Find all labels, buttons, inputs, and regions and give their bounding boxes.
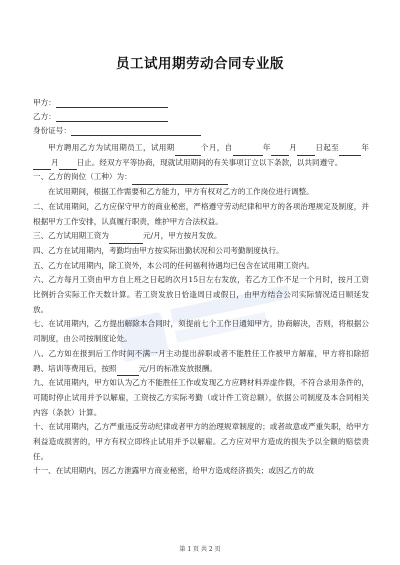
- clause-11: 十一、在试用期内，因乙方泄露甲方商业秘密，给甲方造成经济损失；或因乙方的故: [33, 466, 314, 476]
- id-number-label: 身份证号：: [33, 126, 71, 135]
- contract-body: [33, 141, 369, 479]
- clause-9: 九、在试用期内，甲方如认为乙方不能胜任工作或发现乙方应聘材料弄虚作假，不符合录用条件的，可随时停止试用并予以解雇，工资按乙方实际考勤（或计件工资总额），依据公司制度及本合同相关内容（条款）计算。: [33, 378, 369, 417]
- clause-2: 二、在试用期间，乙方应保守甲方的商业秘密，严格遵守劳动纪律和甲方的各项治理规定及制度，并根据甲方工作安排，认真履行职责，维护甲方合法权益。: [33, 201, 369, 226]
- clause-1-title: 一、乙方的岗位（工种）为：: [33, 170, 369, 185]
- clause-4: 四、乙方在试用期内，考勤均由甲方按实际出勤状况和公司考勤制度执行。: [33, 245, 284, 255]
- clause-1-body: 在试用期间，根据工作需要和乙方能力，甲方有权对乙方的工作岗位进行调整。: [48, 187, 314, 197]
- document-title: 员工试用期劳动合同专业版: [116, 56, 284, 72]
- clause-6: 六、乙方每月工资由甲方自上班之日起的次月15日左右发放，若乙方工作不足一个月时，按月工资比例折合实际工作天数计算。若工资发放日恰逢周日或假日，由甲方结合公司实际情况适日顺延发放。: [33, 275, 369, 314]
- party-b-blank: [56, 113, 168, 122]
- party-b-label: 乙方：: [33, 112, 56, 121]
- clause-7: 七、在试用期内，乙方提出解除本合同时，须提前七个工作日通知甲方，协商解决，否则，将根据公司制度，由公司按制度论处。: [33, 319, 369, 344]
- page-footer: 第 1 页 共 2 页: [179, 546, 221, 553]
- intro-paragraph: 甲方聘用乙方为试用期员工，试用期 个月，自 年 月 日起至 年月 日止。经双方平等协商，现就试用期间的有关事项订立以下条款，以共同遵守。: [33, 141, 369, 170]
- clause-10: 十、在试用期内，乙方严重违反劳动纪律或者甲方的治理规章制度的；或者故意或严重失职，给甲方利益造成损害的，甲方有权立即终止试用并予以解雇。乙方应对甲方造成的损失予以全额的赔偿责任。: [33, 422, 369, 461]
- id-number-blank: [71, 127, 201, 136]
- clause-5: 五、乙方在试用期内，除工资外，本公司的任何福利待遇均已包含在试用期工资内。: [33, 260, 314, 270]
- id-number-line: [33, 126, 201, 136]
- party-b-line: [33, 112, 168, 122]
- clause-8: 八、乙方如在报到后工作时间不满一月主动提出辞职或者不能胜任工作被甲方解雇，甲方将扣除招聘、培训等费用后，按照 元/月的标准发放报酬。: [33, 347, 369, 376]
- party-a-blank: [56, 99, 168, 108]
- party-a-line: [33, 98, 168, 108]
- clause-3: 三、乙方试用期工资为 元/月，甲方按月发放。: [33, 229, 369, 244]
- party-a-label: 甲方：: [33, 98, 56, 107]
